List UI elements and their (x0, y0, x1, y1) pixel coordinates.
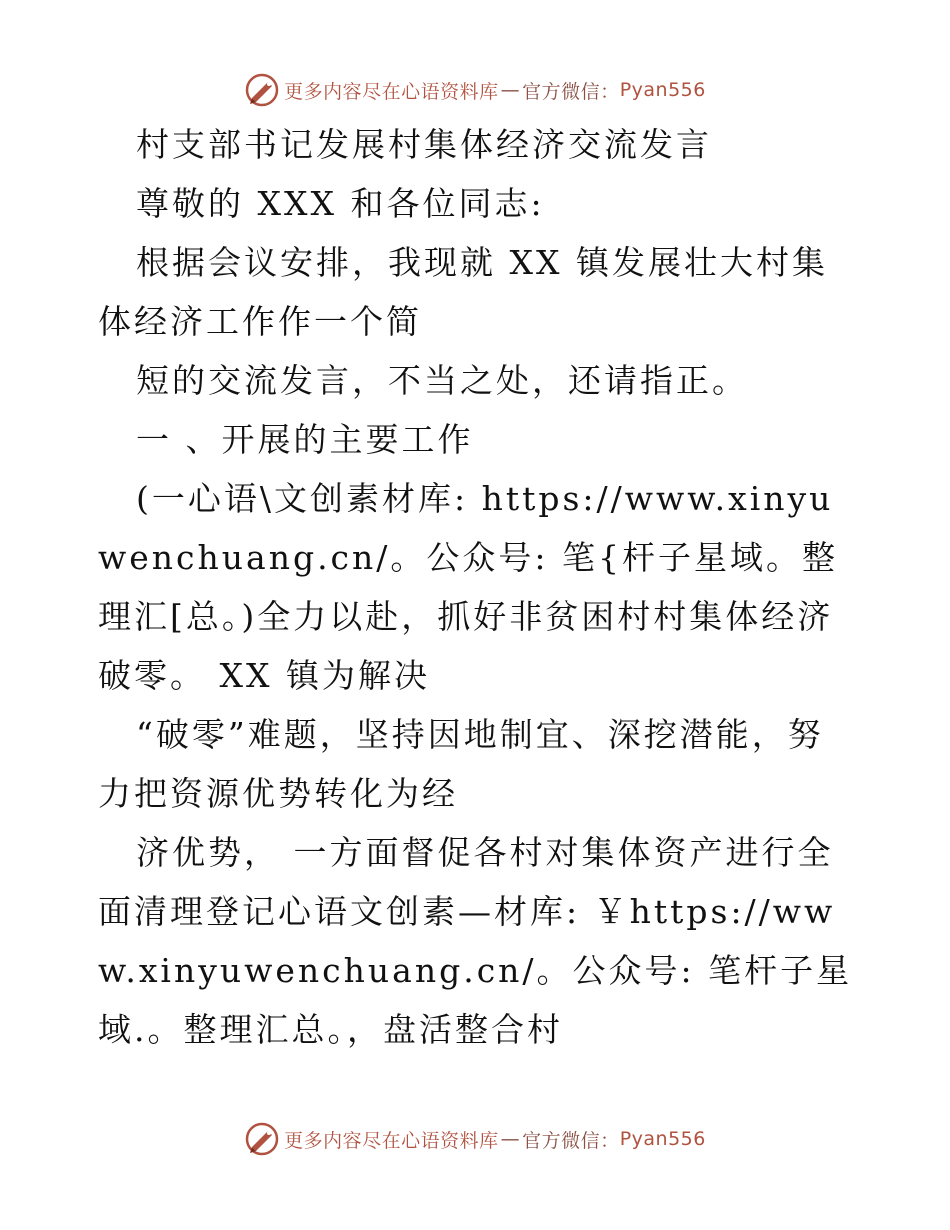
watermark-wechat-id: Pyan556 (619, 1128, 706, 1150)
body-paragraph: (一心语\文创素材库: https://www.xinyuwenchuang.cn/。公众号: 笔{杆子星域。整理汇[总。)全力以赴，抓好非贫困村村集体经济破零。 XX 镇为解决 (98, 479, 839, 695)
watermark-wechat-id: Pyan556 (619, 79, 706, 101)
watermark-dash: — (500, 79, 521, 101)
footer-watermark (0, 1121, 950, 1157)
watermark-dash: — (500, 1128, 521, 1150)
section-heading: 一 、开展的主要工作 (136, 420, 474, 459)
header-watermark (0, 72, 950, 108)
watermark-site-text: 更多内容尽在心语资料库 (284, 1129, 499, 1152)
pen-logo-icon (244, 1121, 280, 1157)
watermark-wechat-label: 官方微信： (522, 80, 620, 103)
pen-logo-icon (244, 72, 280, 108)
salutation: 尊敬的 XXX 和各位同志: (136, 184, 545, 223)
watermark-site-text: 更多内容尽在心语资料库 (284, 80, 499, 103)
body-paragraph: 根据会议安排，我现就 XX 镇发展壮大村集体经济工作作一个简 (98, 243, 828, 341)
body-paragraph: 短的交流发言，不当之处，还请指正。 (136, 361, 748, 400)
body-paragraph: “破零”难题，坚持因地制宜、深挖潜能，努力把资源优势转化为经 (98, 715, 824, 813)
watermark-wechat-label: 官方微信： (522, 1129, 620, 1152)
document-title: 村支部书记发展村集体经济交流发言 (136, 125, 712, 164)
body-paragraph: 济优势， 一方面督促各村对集体资产进行全面清理登记心语文创素—材库: ￥https://www.xinyuwenchuang.cn/。公众号: 笔杆子星域.。整理汇总。，盘活整合村 (98, 833, 853, 1049)
document-body (98, 115, 858, 1059)
